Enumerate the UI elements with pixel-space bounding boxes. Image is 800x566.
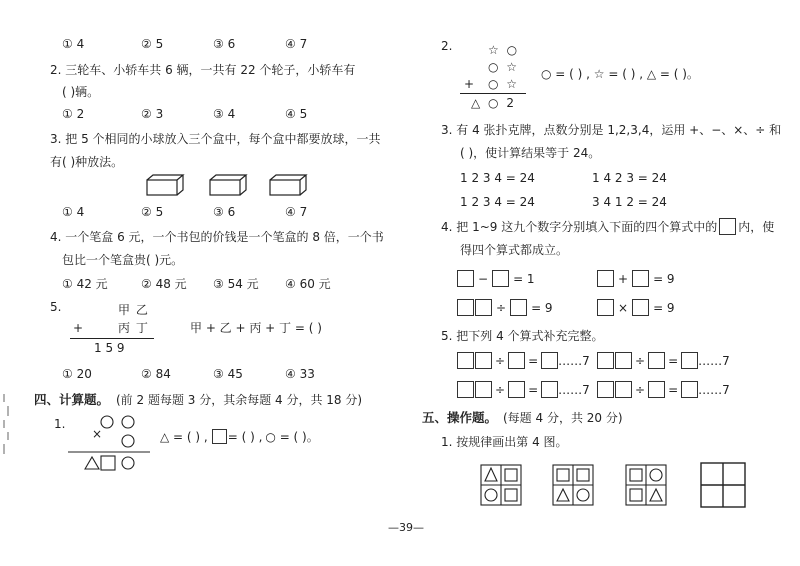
blank-box bbox=[541, 352, 558, 369]
question-3-text-cont: ( )，使计算结果等于 24。 bbox=[460, 146, 601, 160]
three-boxes-icon bbox=[146, 174, 336, 198]
option: ③ 4 bbox=[213, 107, 236, 121]
triangle-icon bbox=[650, 489, 662, 501]
equation: 1 2 3 4 = 24 bbox=[460, 195, 535, 209]
equals: = 1 bbox=[513, 271, 535, 286]
option: ④ 33 bbox=[285, 367, 315, 381]
operator: × bbox=[618, 300, 629, 315]
equals-sign: = bbox=[528, 382, 539, 397]
binding-marks-icon bbox=[0, 392, 16, 462]
option: ② 5 bbox=[141, 37, 164, 51]
remainder: ……7 bbox=[558, 353, 590, 368]
question-3-text: 3. 把 5 个相同的小球放入三个盒中，每个盒中都要放球，一共 bbox=[50, 132, 381, 146]
equals-sign: = bbox=[668, 353, 679, 368]
equals-sign: = bbox=[668, 382, 679, 397]
circle-icon bbox=[577, 489, 589, 501]
pattern-figure-4-blank bbox=[701, 463, 745, 507]
remainder: ……7 bbox=[698, 353, 730, 368]
operator: ÷ bbox=[496, 300, 507, 315]
option: ③ 6 bbox=[213, 37, 236, 51]
remainder: ……7 bbox=[698, 382, 730, 397]
square-icon bbox=[630, 469, 642, 481]
section-4-note: (前 2 题每题 3 分，其余每题 4 分，共 18 分) bbox=[116, 393, 363, 407]
option: ① 4 bbox=[62, 37, 85, 51]
question-2-text: 2. 三轮车、小轿车共 6 辆，一共有 22 个轮子，小轿车有 bbox=[50, 63, 356, 77]
equation-row bbox=[457, 299, 553, 316]
option: ① 20 bbox=[62, 367, 92, 381]
question-5-text: 5. 把下列 4 个算式补充完整。 bbox=[441, 329, 604, 343]
question-4-text-a: 4. 把 1~9 这九个数字分别填入下面的四个算式中的 bbox=[441, 220, 718, 234]
square-icon bbox=[505, 489, 517, 501]
square-icon bbox=[557, 469, 569, 481]
divide-sign: ÷ bbox=[635, 382, 646, 397]
equals: = 9 bbox=[653, 271, 675, 286]
division-row bbox=[457, 381, 590, 398]
blank-box bbox=[615, 381, 632, 398]
addend-row-1: ☆ ○ bbox=[488, 43, 520, 57]
equation: 1 2 3 4 = 24 bbox=[460, 171, 535, 185]
option: ④ 5 bbox=[285, 107, 308, 121]
equation-row bbox=[597, 299, 675, 316]
blank-box bbox=[492, 270, 509, 287]
option: ④ 7 bbox=[285, 37, 308, 51]
question-4-text: 4. 一个笔盒 6 元，一个书包的价钱是一个笔盒的 8 倍，一个书 bbox=[50, 230, 384, 244]
blank-box bbox=[508, 352, 525, 369]
equals: = 9 bbox=[653, 300, 675, 315]
equation: 3 4 1 2 = 24 bbox=[592, 195, 667, 209]
sum-line bbox=[70, 338, 154, 339]
section-4-title: 四、计算题。 bbox=[34, 392, 110, 407]
square-icon bbox=[505, 469, 517, 481]
remainder: ……7 bbox=[558, 382, 590, 397]
blank-box bbox=[475, 299, 492, 316]
blank-box bbox=[508, 381, 525, 398]
addend-2: 丙 丁 bbox=[118, 321, 149, 335]
blank-box bbox=[632, 270, 649, 287]
blank-box bbox=[541, 381, 558, 398]
option: ③ 6 bbox=[213, 205, 236, 219]
question-3-text-cont: 有( )种放法。 bbox=[50, 155, 124, 169]
addend-row-2: ○ ☆ bbox=[488, 60, 520, 74]
divide-sign: ÷ bbox=[635, 353, 646, 368]
equation-row bbox=[457, 270, 535, 287]
blank-box bbox=[597, 352, 614, 369]
sum-result: △ ○ 2 bbox=[471, 96, 516, 110]
blank-box bbox=[597, 381, 614, 398]
equation-row bbox=[597, 270, 675, 287]
answer-square: = ( ) , bbox=[227, 429, 263, 444]
equals: = 9 bbox=[531, 300, 553, 315]
blank-box bbox=[475, 352, 492, 369]
blank-box bbox=[457, 352, 474, 369]
question-2-answers: ○ = ( ) , ☆ = ( ) , △ = ( )。 bbox=[541, 67, 699, 81]
binding-edge-marks bbox=[0, 392, 16, 462]
pattern-figure-1 bbox=[481, 465, 521, 505]
triangle-icon bbox=[557, 489, 569, 501]
page-number: —39— bbox=[388, 521, 424, 534]
blank-box bbox=[681, 352, 698, 369]
pattern-figures bbox=[480, 462, 750, 510]
section-5-title: 五、操作题。 bbox=[422, 410, 498, 425]
division-row bbox=[457, 352, 590, 369]
question-2-text-cont: ( )辆。 bbox=[62, 85, 100, 99]
triangle-icon bbox=[485, 468, 497, 481]
square-icon bbox=[212, 429, 227, 444]
section-4-q1-answers bbox=[160, 428, 319, 445]
answer-circle: ○ = ( )。 bbox=[265, 430, 319, 444]
option: ③ 45 bbox=[213, 367, 243, 381]
option: ② 48 元 bbox=[141, 277, 187, 291]
addend-1: 甲 乙 bbox=[118, 303, 149, 317]
option: ① 2 bbox=[62, 107, 85, 121]
square-icon bbox=[630, 489, 642, 501]
option: ② 5 bbox=[141, 205, 164, 219]
blank-box bbox=[457, 299, 474, 316]
blank-box bbox=[615, 352, 632, 369]
blank-box bbox=[457, 270, 474, 287]
question-4-text-b: 内，使 bbox=[738, 220, 775, 234]
option: ② 3 bbox=[141, 107, 164, 121]
equation: 1 4 2 3 = 24 bbox=[592, 171, 667, 185]
blank-box bbox=[648, 381, 665, 398]
blank-box bbox=[597, 270, 614, 287]
option: ④ 60 元 bbox=[285, 277, 331, 291]
times-sign: × bbox=[92, 427, 103, 441]
multiplication-puzzle-icon bbox=[66, 414, 156, 472]
sum-line bbox=[460, 93, 526, 94]
blank-box bbox=[510, 299, 527, 316]
plus-sign: + bbox=[73, 321, 84, 335]
question-2-label: 2. bbox=[441, 39, 453, 53]
divide-sign: ÷ bbox=[495, 353, 506, 368]
blank-box bbox=[457, 381, 474, 398]
operator: + bbox=[618, 271, 629, 286]
pattern-figure-3 bbox=[626, 465, 666, 505]
circle-icon bbox=[485, 489, 497, 501]
blank-box bbox=[597, 299, 614, 316]
square-icon bbox=[719, 218, 736, 235]
question-4-text-cont: 得四个算式都成立。 bbox=[460, 243, 569, 257]
question-3-text: 3. 有 4 张扑克牌，点数分别是 1,2,3,4，运用 +、−、×、÷ 和 bbox=[441, 123, 782, 137]
blank-box bbox=[648, 352, 665, 369]
blank-box bbox=[681, 381, 698, 398]
answer-triangle: △ = ( ) , bbox=[160, 429, 208, 444]
option: ① 42 元 bbox=[62, 277, 108, 291]
division-row bbox=[597, 381, 730, 398]
equals-sign: = bbox=[528, 353, 539, 368]
section-5-note: (每题 4 分，共 20 分) bbox=[503, 411, 623, 425]
pattern-figure-2 bbox=[553, 465, 593, 505]
square-icon bbox=[577, 469, 589, 481]
question-4-text bbox=[441, 218, 774, 235]
option: ③ 54 元 bbox=[213, 277, 259, 291]
sum-result: 1 5 9 bbox=[94, 341, 125, 355]
circle-icon bbox=[650, 469, 662, 481]
question-5-label: 5. bbox=[50, 300, 62, 314]
blank-box bbox=[475, 381, 492, 398]
question-5-text: 甲 + 乙 + 丙 + 丁 = ( ) bbox=[190, 321, 322, 335]
plus-sign: + bbox=[464, 77, 475, 91]
option: ① 4 bbox=[62, 205, 85, 219]
divide-sign: ÷ bbox=[495, 382, 506, 397]
blank-box bbox=[632, 299, 649, 316]
operator: − bbox=[478, 271, 489, 286]
option: ④ 7 bbox=[285, 205, 308, 219]
division-row bbox=[597, 352, 730, 369]
option: ② 84 bbox=[141, 367, 171, 381]
section-5-q1-text: 1. 按规律画出第 4 图。 bbox=[441, 435, 568, 449]
addend-row-3: ○ ☆ bbox=[488, 77, 520, 91]
question-4-text-cont: 包比一个笔盒贵( )元。 bbox=[62, 253, 184, 267]
section-4-q1-label: 1. bbox=[54, 417, 66, 431]
